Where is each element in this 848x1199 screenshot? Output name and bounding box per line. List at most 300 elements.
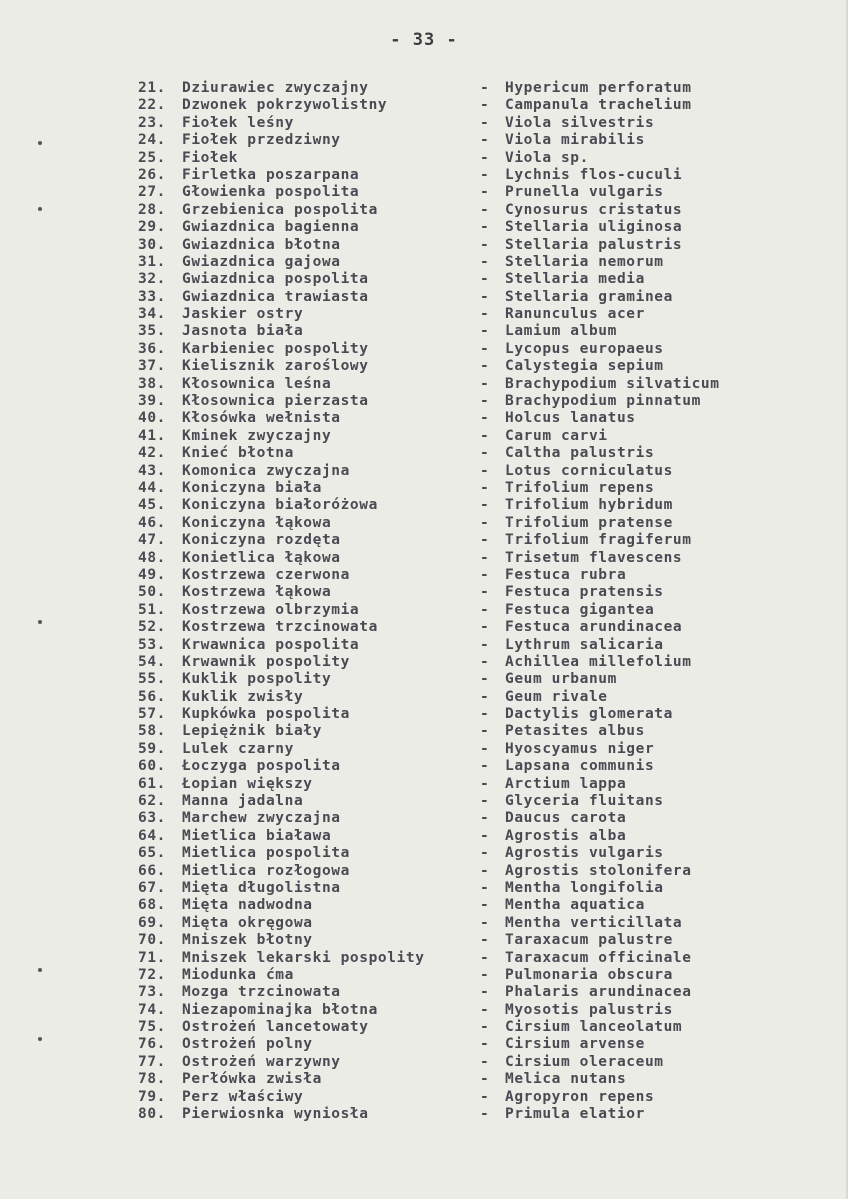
separator-dash: - [480, 253, 490, 270]
latin-name: Agrostis stolonifera [505, 862, 692, 879]
polish-name: Kminek zwyczajny [182, 427, 332, 444]
separator-dash: - [480, 845, 490, 862]
polish-name: Fiołek przedziwny [182, 132, 341, 149]
entry-number: 37. [138, 358, 166, 375]
entry-number: 47. [138, 532, 166, 549]
separator-dash: - [480, 132, 490, 149]
entry-number: 66. [138, 862, 166, 879]
polish-name: Karbieniec pospolity [182, 340, 369, 357]
entry-number: 62. [138, 793, 166, 810]
latin-name: Trisetum flavescens [505, 549, 683, 566]
polish-name: Mozga trzcinowata [182, 984, 341, 1001]
latin-name: Stellaria media [505, 271, 645, 288]
polish-name: Pierwiosnka wyniosła [182, 1106, 369, 1123]
separator-dash: - [480, 149, 490, 166]
entry-number: 50. [138, 584, 166, 601]
latin-name: Cirsium oleraceum [505, 1053, 664, 1070]
entry-number: 80. [138, 1106, 166, 1123]
list-item [0, 271, 848, 288]
entry-number: 52. [138, 619, 166, 636]
separator-dash: - [480, 706, 490, 723]
polish-name: Gwiazdnica bagienna [182, 219, 360, 236]
polish-name: Perz właściwy [182, 1088, 304, 1105]
separator-dash: - [480, 1071, 490, 1088]
polish-name: Kuklik zwisły [182, 688, 304, 705]
latin-name: Lapsana communis [505, 758, 655, 775]
list-item [0, 897, 848, 914]
entry-number: 27. [138, 184, 166, 201]
separator-dash: - [480, 358, 490, 375]
latin-name: Stellaria graminea [505, 288, 673, 305]
separator-dash: - [480, 80, 490, 96]
polish-name: Kostrzewa trzcinowata [182, 619, 378, 636]
separator-dash: - [480, 688, 490, 705]
list-item [0, 584, 848, 601]
latin-name: Stellaria palustris [505, 236, 683, 253]
latin-name: Lycopus europaeus [505, 340, 664, 357]
separator-dash: - [480, 984, 490, 1001]
entry-number: 78. [138, 1071, 166, 1088]
polish-name: Kłosówka wełnista [182, 410, 341, 427]
latin-name: Geum urbanum [505, 671, 617, 688]
list-item [0, 358, 848, 375]
polish-name: Koniczyna rozdęta [182, 532, 341, 549]
polish-name: Jasnota biała [182, 323, 304, 340]
entry-number: 31. [138, 253, 166, 270]
latin-name: Glyceria fluitans [505, 793, 664, 810]
separator-dash: - [480, 479, 490, 496]
list-item [0, 689, 848, 706]
entry-number: 70. [138, 932, 166, 949]
entry-number: 39. [138, 393, 166, 410]
latin-name: Daucus carota [505, 810, 627, 827]
list-item [0, 741, 848, 758]
entry-number: 33. [138, 288, 166, 305]
list-item [0, 150, 848, 167]
latin-name: Lamium album [505, 323, 617, 340]
entry-number: 58. [138, 723, 166, 740]
list-item [0, 845, 848, 862]
polish-name: Mniszek lekarski pospolity [182, 949, 425, 966]
separator-dash: - [480, 236, 490, 253]
polish-name: Fiołek leśny [182, 114, 294, 131]
list-item [0, 602, 848, 619]
entry-number: 23. [138, 114, 166, 131]
polish-name: Kostrzewa czerwona [182, 566, 350, 583]
separator-dash: - [480, 1036, 490, 1053]
entry-number: 36. [138, 340, 166, 357]
polish-name: Jaskier ostry [182, 306, 304, 323]
entry-number: 22. [138, 97, 166, 114]
entry-number: 59. [138, 740, 166, 757]
latin-name: Trifolium hybridum [505, 497, 673, 514]
entry-number: 79. [138, 1088, 166, 1105]
polish-name: Mięta długolistna [182, 879, 341, 896]
separator-dash: - [480, 393, 490, 410]
polish-name: Niezapominajka błotna [182, 1001, 378, 1018]
latin-name: Phalaris arundinacea [505, 984, 692, 1001]
entry-number: 54. [138, 653, 166, 670]
polish-name: Mniszek błotny [182, 932, 313, 949]
separator-dash: - [480, 340, 490, 357]
list-item [0, 758, 848, 775]
list-item [0, 1019, 848, 1036]
latin-name: Agropyron repens [505, 1088, 655, 1105]
list-item [0, 637, 848, 654]
latin-name: Festuca gigantea [505, 601, 655, 618]
latin-name: Achillea millefolium [505, 653, 692, 670]
list-item [0, 463, 848, 480]
polish-name: Gwiazdnica trawiasta [182, 288, 369, 305]
latin-name: Brachypodium pinnatum [505, 393, 701, 410]
list-item [0, 984, 848, 1001]
polish-name: Lepiężnik biały [182, 723, 322, 740]
entry-number: 38. [138, 375, 166, 392]
list-item [0, 80, 848, 97]
entry-number: 74. [138, 1001, 166, 1018]
list-item [0, 410, 848, 427]
list-item [0, 97, 848, 114]
separator-dash: - [480, 410, 490, 427]
latin-name: Primula elatior [505, 1106, 645, 1123]
polish-name: Kłosownica leśna [182, 375, 332, 392]
separator-dash: - [480, 758, 490, 775]
entry-number: 35. [138, 323, 166, 340]
polish-name: Krwawnik pospolity [182, 653, 350, 670]
polish-name: Kielisznik zaroślowy [182, 358, 369, 375]
entry-number: 44. [138, 479, 166, 496]
entry-number: 63. [138, 810, 166, 827]
separator-dash: - [480, 219, 490, 236]
latin-name: Carum carvi [505, 427, 608, 444]
polish-name: Mięta nadwodna [182, 897, 313, 914]
entry-number: 41. [138, 427, 166, 444]
separator-dash: - [480, 306, 490, 323]
separator-dash: - [480, 601, 490, 618]
latin-name: Melica nutans [505, 1071, 627, 1088]
latin-name: Lotus corniculatus [505, 462, 673, 479]
polish-name: Koniczyna biała [182, 479, 322, 496]
polish-name: Lulek czarny [182, 740, 294, 757]
separator-dash: - [480, 1106, 490, 1123]
separator-dash: - [480, 323, 490, 340]
latin-name: Festuca rubra [505, 566, 627, 583]
separator-dash: - [480, 653, 490, 670]
latin-name: Campanula trachelium [505, 97, 692, 114]
separator-dash: - [480, 566, 490, 583]
separator-dash: - [480, 375, 490, 392]
polish-name: Manna jadalna [182, 793, 304, 810]
list-item [0, 950, 848, 967]
latin-name: Pulmonaria obscura [505, 966, 673, 983]
latin-name: Mentha aquatica [505, 897, 645, 914]
list-item [0, 671, 848, 688]
polish-name: Komonica zwyczajna [182, 462, 350, 479]
list-item [0, 480, 848, 497]
polish-name: Grzebienica pospolita [182, 201, 378, 218]
separator-dash: - [480, 462, 490, 479]
list-item [0, 550, 848, 567]
polish-name: Krwawnica pospolita [182, 636, 360, 653]
entry-number: 55. [138, 671, 166, 688]
latin-name: Lythrum salicaria [505, 636, 664, 653]
latin-name: Taraxacum officinale [505, 949, 692, 966]
separator-dash: - [480, 97, 490, 114]
separator-dash: - [480, 584, 490, 601]
latin-name: Trifolium fragiferum [505, 532, 692, 549]
entry-number: 75. [138, 1019, 166, 1036]
list-item [0, 306, 848, 323]
separator-dash: - [480, 949, 490, 966]
latin-name: Hyoscyamus niger [505, 740, 655, 757]
separator-dash: - [480, 966, 490, 983]
entry-number: 68. [138, 897, 166, 914]
list-item [0, 376, 848, 393]
list-item [0, 793, 848, 810]
polish-name: Fiołek [182, 149, 238, 166]
polish-name: Ostrożeń warzywny [182, 1053, 341, 1070]
polish-name: Miodunka ćma [182, 966, 294, 983]
latin-name: Trifolium pratense [505, 514, 673, 531]
latin-name: Viola sp. [505, 149, 589, 166]
separator-dash: - [480, 514, 490, 531]
separator-dash: - [480, 271, 490, 288]
list-item [0, 202, 848, 219]
list-item [0, 1036, 848, 1053]
latin-name: Agrostis vulgaris [505, 845, 664, 862]
latin-name: Petasites albus [505, 723, 645, 740]
entry-number: 32. [138, 271, 166, 288]
list-item [0, 445, 848, 462]
entry-number: 28. [138, 201, 166, 218]
polish-name: Knieć błotna [182, 445, 294, 462]
polish-name: Gwiazdnica gajowa [182, 253, 341, 270]
list-item [0, 654, 848, 671]
latin-name: Prunella vulgaris [505, 184, 664, 201]
list-item [0, 723, 848, 740]
entry-number: 30. [138, 236, 166, 253]
list-item [0, 880, 848, 897]
separator-dash: - [480, 445, 490, 462]
latin-name: Holcus lanatus [505, 410, 636, 427]
entry-number: 71. [138, 949, 166, 966]
polish-name: Kuklik pospolity [182, 671, 332, 688]
separator-dash: - [480, 1088, 490, 1105]
list-item [0, 1054, 848, 1071]
separator-dash: - [480, 114, 490, 131]
entry-number: 45. [138, 497, 166, 514]
list-item [0, 828, 848, 845]
entry-number: 46. [138, 514, 166, 531]
entry-number: 21. [138, 80, 166, 96]
polish-name: Kłosownica pierzasta [182, 393, 369, 410]
list-item [0, 1089, 848, 1106]
latin-name: Geum rivale [505, 688, 608, 705]
entry-number: 49. [138, 566, 166, 583]
polish-name: Kupkówka pospolita [182, 706, 350, 723]
separator-dash: - [480, 1001, 490, 1018]
latin-name: Arctium lappa [505, 775, 627, 792]
polish-name: Koniczyna łąkowa [182, 514, 332, 531]
list-item [0, 497, 848, 514]
polish-name: Ostrożeń lancetowaty [182, 1019, 369, 1036]
entry-number: 24. [138, 132, 166, 149]
separator-dash: - [480, 862, 490, 879]
polish-name: Mięta okręgowa [182, 914, 313, 931]
latin-name: Festuca pratensis [505, 584, 664, 601]
list-item [0, 863, 848, 880]
separator-dash: - [480, 636, 490, 653]
polish-name: Firletka poszarpana [182, 166, 360, 183]
list-item [0, 167, 848, 184]
latin-name: Taraxacum palustre [505, 932, 673, 949]
list-item [0, 532, 848, 549]
latin-name: Viola silvestris [505, 114, 655, 131]
list-item [0, 567, 848, 584]
list-item [0, 810, 848, 827]
list-item [0, 393, 848, 410]
entry-number: 77. [138, 1053, 166, 1070]
separator-dash: - [480, 671, 490, 688]
list-item [0, 515, 848, 532]
polish-name: Kostrzewa olbrzymia [182, 601, 360, 618]
separator-dash: - [480, 827, 490, 844]
entry-number: 73. [138, 984, 166, 1001]
separator-dash: - [480, 288, 490, 305]
separator-dash: - [480, 810, 490, 827]
list-item [0, 323, 848, 340]
polish-name: Perłówka zwisła [182, 1071, 322, 1088]
separator-dash: - [480, 427, 490, 444]
separator-dash: - [480, 1019, 490, 1036]
latin-name: Festuca arundinacea [505, 619, 683, 636]
polish-name: Mietlica rozłogowa [182, 862, 350, 879]
latin-name: Stellaria uliginosa [505, 219, 683, 236]
list-item [0, 219, 848, 236]
list-item [0, 776, 848, 793]
polish-name: Dziurawiec zwyczajny [182, 80, 369, 96]
list-item [0, 915, 848, 932]
polish-name: Łopian większy [182, 775, 313, 792]
entry-number: 48. [138, 549, 166, 566]
latin-name: Calystegia sepium [505, 358, 664, 375]
list-item [0, 254, 848, 271]
entry-number: 25. [138, 149, 166, 166]
separator-dash: - [480, 897, 490, 914]
polish-name: Łoczyga pospolita [182, 758, 341, 775]
separator-dash: - [480, 497, 490, 514]
latin-name: Brachypodium silvaticum [505, 375, 720, 392]
polish-name: Mietlica pospolita [182, 845, 350, 862]
entry-number: 72. [138, 966, 166, 983]
list-item [0, 967, 848, 984]
list-item [0, 237, 848, 254]
entry-number: 67. [138, 879, 166, 896]
list-item [0, 289, 848, 306]
separator-dash: - [480, 184, 490, 201]
entry-number: 56. [138, 688, 166, 705]
separator-dash: - [480, 879, 490, 896]
entry-number: 76. [138, 1036, 166, 1053]
species-list [0, 80, 848, 1123]
polish-name: Gwiazdnica pospolita [182, 271, 369, 288]
entry-number: 40. [138, 410, 166, 427]
entry-number: 43. [138, 462, 166, 479]
entry-number: 53. [138, 636, 166, 653]
entry-number: 42. [138, 445, 166, 462]
polish-name: Dzwonek pokrzywolistny [182, 97, 388, 114]
entry-number: 34. [138, 306, 166, 323]
list-item [0, 115, 848, 132]
latin-name: Dactylis glomerata [505, 706, 673, 723]
page-number: - 33 - [390, 30, 458, 50]
latin-name: Agrostis alba [505, 827, 627, 844]
entry-number: 65. [138, 845, 166, 862]
list-item [0, 341, 848, 358]
latin-name: Myosotis palustris [505, 1001, 673, 1018]
entry-number: 64. [138, 827, 166, 844]
polish-name: Głowienka pospolita [182, 184, 360, 201]
list-item [0, 1071, 848, 1088]
latin-name: Cynosurus cristatus [505, 201, 683, 218]
latin-name: Hypericum perforatum [505, 80, 692, 96]
latin-name: Ranunculus acer [505, 306, 645, 323]
entry-number: 51. [138, 601, 166, 618]
latin-name: Trifolium repens [505, 479, 655, 496]
latin-name: Cirsium arvense [505, 1036, 645, 1053]
entry-number: 61. [138, 775, 166, 792]
separator-dash: - [480, 549, 490, 566]
polish-name: Marchew zwyczajna [182, 810, 341, 827]
separator-dash: - [480, 532, 490, 549]
separator-dash: - [480, 201, 490, 218]
polish-name: Mietlica biaława [182, 827, 332, 844]
polish-name: Konietlica łąkowa [182, 549, 341, 566]
separator-dash: - [480, 793, 490, 810]
entry-number: 29. [138, 219, 166, 236]
entry-number: 69. [138, 914, 166, 931]
entry-number: 57. [138, 706, 166, 723]
separator-dash: - [480, 723, 490, 740]
list-item [0, 132, 848, 149]
latin-name: Mentha verticillata [505, 914, 683, 931]
polish-name: Koniczyna białoróżowa [182, 497, 378, 514]
separator-dash: - [480, 166, 490, 183]
list-item [0, 619, 848, 636]
list-item [0, 706, 848, 723]
list-item [0, 184, 848, 201]
latin-name: Stellaria nemorum [505, 253, 664, 270]
separator-dash: - [480, 914, 490, 931]
entry-number: 26. [138, 166, 166, 183]
list-item [0, 932, 848, 949]
latin-name: Mentha longifolia [505, 879, 664, 896]
polish-name: Kostrzewa łąkowa [182, 584, 332, 601]
separator-dash: - [480, 619, 490, 636]
list-item [0, 1002, 848, 1019]
separator-dash: - [480, 775, 490, 792]
latin-name: Lychnis flos-cuculi [505, 166, 683, 183]
latin-name: Cirsium lanceolatum [505, 1019, 683, 1036]
latin-name: Caltha palustris [505, 445, 655, 462]
separator-dash: - [480, 740, 490, 757]
latin-name: Viola mirabilis [505, 132, 645, 149]
polish-name: Ostrożeń polny [182, 1036, 313, 1053]
list-item [0, 428, 848, 445]
list-item [0, 1106, 848, 1123]
separator-dash: - [480, 932, 490, 949]
entry-number: 60. [138, 758, 166, 775]
